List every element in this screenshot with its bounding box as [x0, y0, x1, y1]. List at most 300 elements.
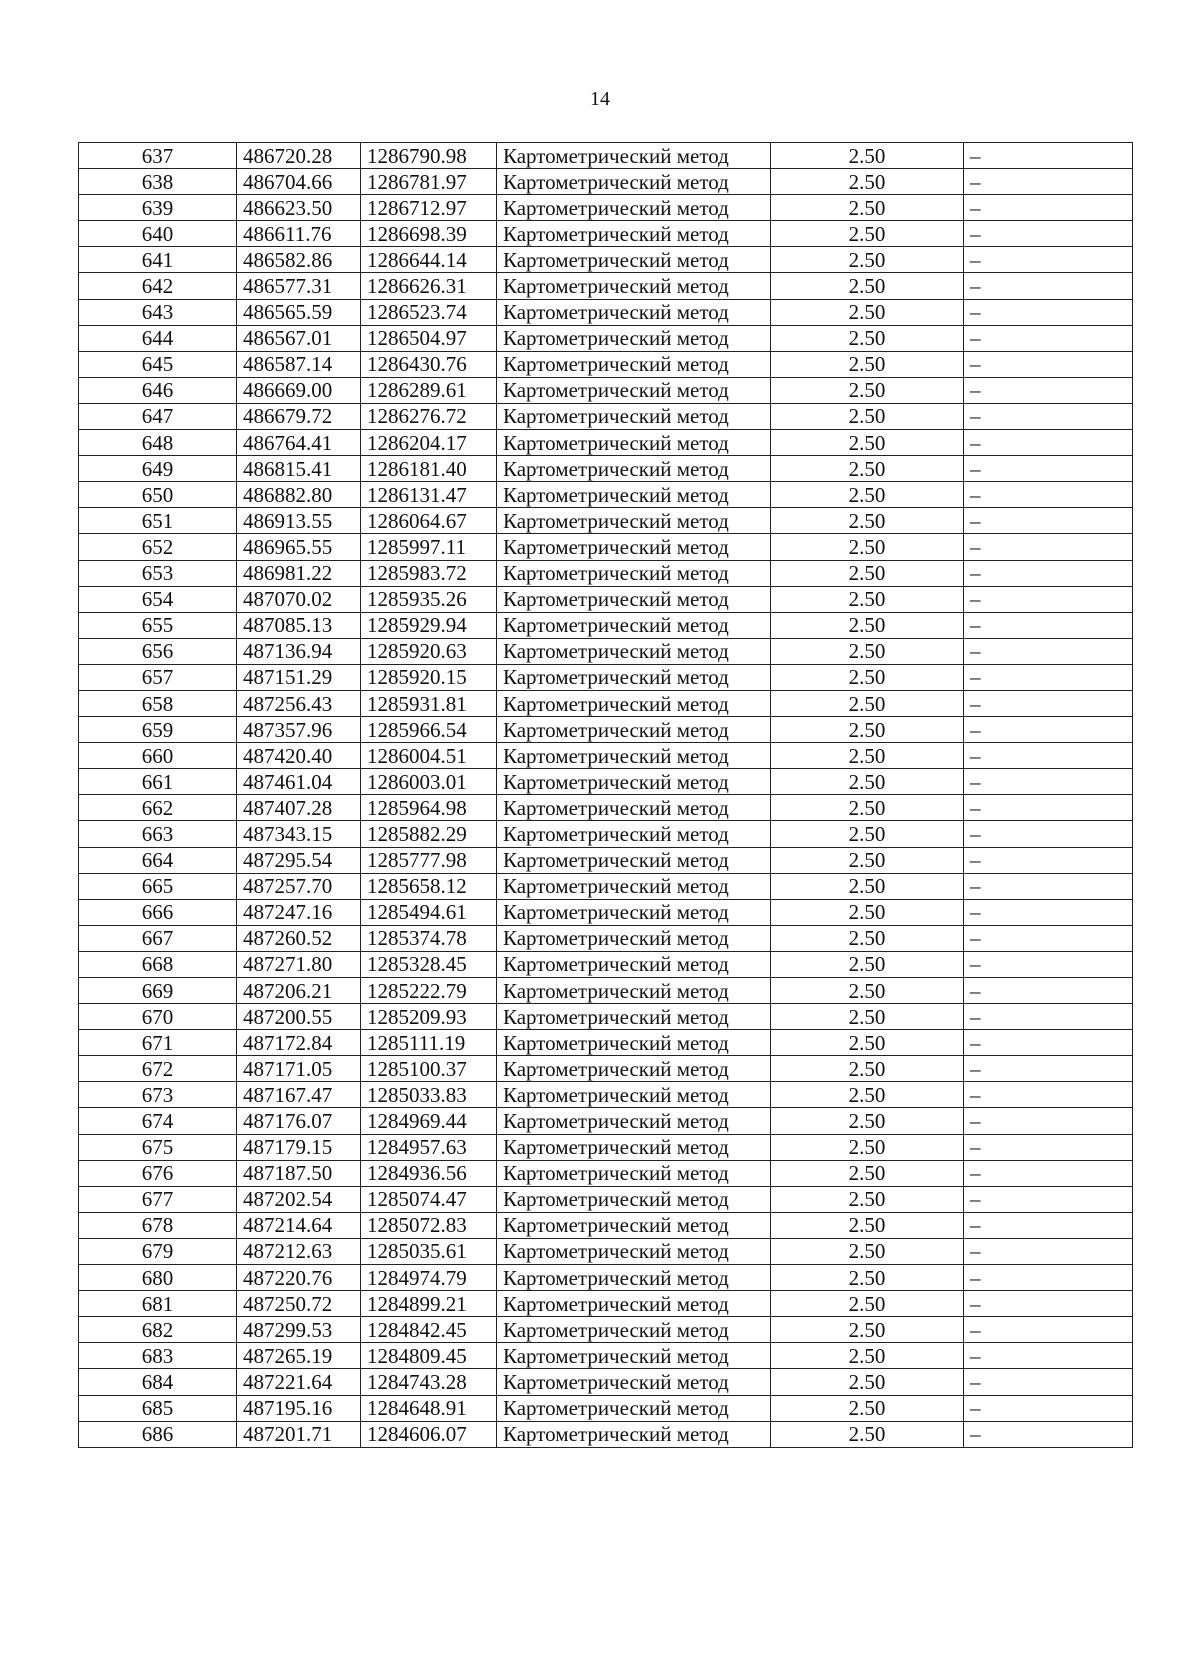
method-cell: Картометрический метод — [497, 1030, 771, 1056]
method-cell: Картометрический метод — [497, 1343, 771, 1369]
x-coordinate-cell: 486764.41 — [237, 430, 361, 456]
method-cell: Картометрический метод — [497, 377, 771, 403]
x-coordinate-cell: 486720.28 — [237, 143, 361, 169]
point-number-cell: 643 — [79, 299, 237, 325]
x-coordinate-cell: 487256.43 — [237, 690, 361, 716]
method-cell: Картометрический метод — [497, 1238, 771, 1264]
note-cell: – — [964, 586, 1133, 612]
point-number-cell: 677 — [79, 1186, 237, 1212]
y-coordinate-cell: 1285920.63 — [361, 638, 497, 664]
x-coordinate-cell: 486611.76 — [237, 221, 361, 247]
method-cell: Картометрический метод — [497, 221, 771, 247]
y-coordinate-cell: 1285222.79 — [361, 978, 497, 1004]
accuracy-cell: 2.50 — [771, 403, 964, 429]
note-cell: – — [964, 743, 1133, 769]
method-cell: Картометрический метод — [497, 873, 771, 899]
accuracy-cell: 2.50 — [771, 1004, 964, 1030]
note-cell: – — [964, 847, 1133, 873]
note-cell: – — [964, 1317, 1133, 1343]
accuracy-cell: 2.50 — [771, 873, 964, 899]
point-number-cell: 642 — [79, 273, 237, 299]
x-coordinate-cell: 486679.72 — [237, 403, 361, 429]
y-coordinate-cell: 1286004.51 — [361, 743, 497, 769]
note-cell: – — [964, 925, 1133, 951]
x-coordinate-cell: 487295.54 — [237, 847, 361, 873]
table-row — [79, 1004, 1133, 1030]
note-cell: – — [964, 1186, 1133, 1212]
accuracy-cell: 2.50 — [771, 743, 964, 769]
point-number-cell: 682 — [79, 1317, 237, 1343]
x-coordinate-cell: 487357.96 — [237, 717, 361, 743]
y-coordinate-cell: 1285658.12 — [361, 873, 497, 899]
table-row — [79, 430, 1133, 456]
table-row — [79, 1108, 1133, 1134]
x-coordinate-cell: 486704.66 — [237, 169, 361, 195]
point-number-cell: 647 — [79, 403, 237, 429]
x-coordinate-cell: 486815.41 — [237, 456, 361, 482]
x-coordinate-cell: 487200.55 — [237, 1004, 361, 1030]
accuracy-cell: 2.50 — [771, 821, 964, 847]
method-cell: Картометрический метод — [497, 1108, 771, 1134]
x-coordinate-cell: 486882.80 — [237, 482, 361, 508]
y-coordinate-cell: 1284969.44 — [361, 1108, 497, 1134]
note-cell: – — [964, 769, 1133, 795]
method-cell: Картометрический метод — [497, 1212, 771, 1238]
accuracy-cell: 2.50 — [771, 508, 964, 534]
x-coordinate-cell: 487195.16 — [237, 1395, 361, 1421]
x-coordinate-cell: 487299.53 — [237, 1317, 361, 1343]
point-number-cell: 666 — [79, 899, 237, 925]
accuracy-cell: 2.50 — [771, 456, 964, 482]
x-coordinate-cell: 487206.21 — [237, 978, 361, 1004]
x-coordinate-cell: 487343.15 — [237, 821, 361, 847]
method-cell: Картометрический метод — [497, 143, 771, 169]
accuracy-cell: 2.50 — [771, 1212, 964, 1238]
accuracy-cell: 2.50 — [771, 978, 964, 1004]
note-cell: – — [964, 1004, 1133, 1030]
point-number-cell: 638 — [79, 169, 237, 195]
x-coordinate-cell: 487176.07 — [237, 1108, 361, 1134]
table-row — [79, 221, 1133, 247]
y-coordinate-cell: 1285374.78 — [361, 925, 497, 951]
note-cell: – — [964, 1395, 1133, 1421]
accuracy-cell: 2.50 — [771, 1395, 964, 1421]
accuracy-cell: 2.50 — [771, 299, 964, 325]
method-cell: Картометрический метод — [497, 1317, 771, 1343]
x-coordinate-cell: 486577.31 — [237, 273, 361, 299]
accuracy-cell: 2.50 — [771, 586, 964, 612]
table-row — [79, 899, 1133, 925]
y-coordinate-cell: 1286781.97 — [361, 169, 497, 195]
point-number-cell: 670 — [79, 1004, 237, 1030]
y-coordinate-cell: 1286181.40 — [361, 456, 497, 482]
y-coordinate-cell: 1286131.47 — [361, 482, 497, 508]
x-coordinate-cell: 486623.50 — [237, 195, 361, 221]
table-row — [79, 1265, 1133, 1291]
point-number-cell: 667 — [79, 925, 237, 951]
x-coordinate-cell: 487214.64 — [237, 1212, 361, 1238]
y-coordinate-cell: 1285035.61 — [361, 1238, 497, 1264]
table-row — [79, 534, 1133, 560]
point-number-cell: 662 — [79, 795, 237, 821]
table-row — [79, 560, 1133, 586]
x-coordinate-cell: 487172.84 — [237, 1030, 361, 1056]
table-row — [79, 299, 1133, 325]
table-row — [79, 1186, 1133, 1212]
y-coordinate-cell: 1286204.17 — [361, 430, 497, 456]
method-cell: Картометрический метод — [497, 508, 771, 534]
accuracy-cell: 2.50 — [771, 638, 964, 664]
method-cell: Картометрический метод — [497, 925, 771, 951]
y-coordinate-cell: 1284936.56 — [361, 1160, 497, 1186]
table-row — [79, 1134, 1133, 1160]
point-number-cell: 675 — [79, 1134, 237, 1160]
method-cell: Картометрический метод — [497, 1369, 771, 1395]
y-coordinate-cell: 1285074.47 — [361, 1186, 497, 1212]
note-cell: – — [964, 717, 1133, 743]
y-coordinate-cell: 1286504.97 — [361, 325, 497, 351]
table-row — [79, 1317, 1133, 1343]
method-cell: Картометрический метод — [497, 638, 771, 664]
table-row — [79, 482, 1133, 508]
point-number-cell: 684 — [79, 1369, 237, 1395]
method-cell: Картометрический метод — [497, 978, 771, 1004]
method-cell: Картометрический метод — [497, 1291, 771, 1317]
point-number-cell: 672 — [79, 1056, 237, 1082]
y-coordinate-cell: 1285983.72 — [361, 560, 497, 586]
note-cell: – — [964, 169, 1133, 195]
table-row — [79, 638, 1133, 664]
x-coordinate-cell: 487265.19 — [237, 1343, 361, 1369]
method-cell: Картометрический метод — [497, 847, 771, 873]
note-cell: – — [964, 1212, 1133, 1238]
accuracy-cell: 2.50 — [771, 247, 964, 273]
note-cell: – — [964, 247, 1133, 273]
table-row — [79, 403, 1133, 429]
accuracy-cell: 2.50 — [771, 1160, 964, 1186]
method-cell: Картометрический метод — [497, 951, 771, 977]
x-coordinate-cell: 486913.55 — [237, 508, 361, 534]
table-row — [79, 1160, 1133, 1186]
point-number-cell: 654 — [79, 586, 237, 612]
note-cell: – — [964, 195, 1133, 221]
y-coordinate-cell: 1285935.26 — [361, 586, 497, 612]
accuracy-cell: 2.50 — [771, 1082, 964, 1108]
x-coordinate-cell: 487257.70 — [237, 873, 361, 899]
y-coordinate-cell: 1286790.98 — [361, 143, 497, 169]
note-cell: – — [964, 1108, 1133, 1134]
y-coordinate-cell: 1285072.83 — [361, 1212, 497, 1238]
x-coordinate-cell: 486567.01 — [237, 325, 361, 351]
x-coordinate-cell: 486565.59 — [237, 299, 361, 325]
y-coordinate-cell: 1286430.76 — [361, 351, 497, 377]
table-row — [79, 951, 1133, 977]
point-number-cell: 641 — [79, 247, 237, 273]
note-cell: – — [964, 351, 1133, 377]
table-row — [79, 143, 1133, 169]
table-row — [79, 1212, 1133, 1238]
method-cell: Картометрический метод — [497, 743, 771, 769]
y-coordinate-cell: 1284957.63 — [361, 1134, 497, 1160]
point-number-cell: 673 — [79, 1082, 237, 1108]
table-row — [79, 1369, 1133, 1395]
y-coordinate-cell: 1285033.83 — [361, 1082, 497, 1108]
note-cell: – — [964, 1082, 1133, 1108]
accuracy-cell: 2.50 — [771, 221, 964, 247]
note-cell: – — [964, 377, 1133, 403]
page-number: 14 — [590, 88, 610, 110]
point-number-cell: 655 — [79, 612, 237, 638]
point-number-cell: 686 — [79, 1421, 237, 1447]
table-row — [79, 612, 1133, 638]
point-number-cell: 645 — [79, 351, 237, 377]
accuracy-cell: 2.50 — [771, 899, 964, 925]
x-coordinate-cell: 487247.16 — [237, 899, 361, 925]
y-coordinate-cell: 1286523.74 — [361, 299, 497, 325]
accuracy-cell: 2.50 — [771, 1134, 964, 1160]
point-number-cell: 664 — [79, 847, 237, 873]
method-cell: Картометрический метод — [497, 534, 771, 560]
y-coordinate-cell: 1285929.94 — [361, 612, 497, 638]
note-cell: – — [964, 638, 1133, 664]
accuracy-cell: 2.50 — [771, 1056, 964, 1082]
method-cell: Картометрический метод — [497, 351, 771, 377]
point-number-cell: 679 — [79, 1238, 237, 1264]
note-cell: – — [964, 1056, 1133, 1082]
y-coordinate-cell: 1285209.93 — [361, 1004, 497, 1030]
note-cell: – — [964, 221, 1133, 247]
note-cell: – — [964, 143, 1133, 169]
accuracy-cell: 2.50 — [771, 430, 964, 456]
x-coordinate-cell: 486981.22 — [237, 560, 361, 586]
x-coordinate-cell: 486965.55 — [237, 534, 361, 560]
accuracy-cell: 2.50 — [771, 1030, 964, 1056]
accuracy-cell: 2.50 — [771, 1421, 964, 1447]
point-number-cell: 659 — [79, 717, 237, 743]
note-cell: – — [964, 795, 1133, 821]
y-coordinate-cell: 1286064.67 — [361, 508, 497, 534]
method-cell: Картометрический метод — [497, 1421, 771, 1447]
y-coordinate-cell: 1285966.54 — [361, 717, 497, 743]
y-coordinate-cell: 1286626.31 — [361, 273, 497, 299]
point-number-cell: 663 — [79, 821, 237, 847]
point-number-cell: 644 — [79, 325, 237, 351]
accuracy-cell: 2.50 — [771, 377, 964, 403]
accuracy-cell: 2.50 — [771, 847, 964, 873]
method-cell: Картометрический метод — [497, 1056, 771, 1082]
x-coordinate-cell: 487202.54 — [237, 1186, 361, 1212]
method-cell: Картометрический метод — [497, 1082, 771, 1108]
point-number-cell: 671 — [79, 1030, 237, 1056]
x-coordinate-cell: 487260.52 — [237, 925, 361, 951]
x-coordinate-cell: 487201.71 — [237, 1421, 361, 1447]
point-number-cell: 652 — [79, 534, 237, 560]
accuracy-cell: 2.50 — [771, 690, 964, 716]
x-coordinate-cell: 487136.94 — [237, 638, 361, 664]
point-number-cell: 649 — [79, 456, 237, 482]
method-cell: Картометрический метод — [497, 1134, 771, 1160]
method-cell: Картометрический метод — [497, 169, 771, 195]
y-coordinate-cell: 1285997.11 — [361, 534, 497, 560]
note-cell: – — [964, 1369, 1133, 1395]
accuracy-cell: 2.50 — [771, 925, 964, 951]
point-number-cell: 650 — [79, 482, 237, 508]
table-row — [79, 1421, 1133, 1447]
x-coordinate-cell: 487179.15 — [237, 1134, 361, 1160]
point-number-cell: 683 — [79, 1343, 237, 1369]
method-cell: Картометрический метод — [497, 195, 771, 221]
accuracy-cell: 2.50 — [771, 1369, 964, 1395]
y-coordinate-cell: 1285882.29 — [361, 821, 497, 847]
note-cell: – — [964, 403, 1133, 429]
accuracy-cell: 2.50 — [771, 560, 964, 586]
x-coordinate-cell: 487220.76 — [237, 1265, 361, 1291]
y-coordinate-cell: 1285964.98 — [361, 795, 497, 821]
y-coordinate-cell: 1286712.97 — [361, 195, 497, 221]
y-coordinate-cell: 1285328.45 — [361, 951, 497, 977]
x-coordinate-cell: 487461.04 — [237, 769, 361, 795]
table-row — [79, 873, 1133, 899]
method-cell: Картометрический метод — [497, 325, 771, 351]
point-number-cell: 674 — [79, 1108, 237, 1134]
note-cell: – — [964, 1343, 1133, 1369]
note-cell: – — [964, 1134, 1133, 1160]
accuracy-cell: 2.50 — [771, 1343, 964, 1369]
note-cell: – — [964, 325, 1133, 351]
accuracy-cell: 2.50 — [771, 273, 964, 299]
note-cell: – — [964, 534, 1133, 560]
note-cell: – — [964, 978, 1133, 1004]
method-cell: Картометрический метод — [497, 456, 771, 482]
table-row — [79, 769, 1133, 795]
method-cell: Картометрический метод — [497, 586, 771, 612]
y-coordinate-cell: 1284743.28 — [361, 1369, 497, 1395]
note-cell: – — [964, 821, 1133, 847]
x-coordinate-cell: 487187.50 — [237, 1160, 361, 1186]
accuracy-cell: 2.50 — [771, 795, 964, 821]
y-coordinate-cell: 1286644.14 — [361, 247, 497, 273]
x-coordinate-cell: 487085.13 — [237, 612, 361, 638]
x-coordinate-cell: 487271.80 — [237, 951, 361, 977]
table-row — [79, 195, 1133, 221]
y-coordinate-cell: 1286289.61 — [361, 377, 497, 403]
table-row — [79, 586, 1133, 612]
point-number-cell: 661 — [79, 769, 237, 795]
point-number-cell: 660 — [79, 743, 237, 769]
accuracy-cell: 2.50 — [771, 325, 964, 351]
accuracy-cell: 2.50 — [771, 612, 964, 638]
point-number-cell: 639 — [79, 195, 237, 221]
point-number-cell: 656 — [79, 638, 237, 664]
method-cell: Картометрический метод — [497, 899, 771, 925]
coordinates-table-body — [79, 143, 1133, 1448]
point-number-cell: 669 — [79, 978, 237, 1004]
point-number-cell: 657 — [79, 664, 237, 690]
accuracy-cell: 2.50 — [771, 1108, 964, 1134]
method-cell: Картометрический метод — [497, 273, 771, 299]
method-cell: Картометрический метод — [497, 560, 771, 586]
table-row — [79, 1343, 1133, 1369]
accuracy-cell: 2.50 — [771, 769, 964, 795]
note-cell: – — [964, 1160, 1133, 1186]
table-row — [79, 456, 1133, 482]
point-number-cell: 681 — [79, 1291, 237, 1317]
accuracy-cell: 2.50 — [771, 143, 964, 169]
method-cell: Картометрический метод — [497, 247, 771, 273]
point-number-cell: 637 — [79, 143, 237, 169]
table-row — [79, 847, 1133, 873]
accuracy-cell: 2.50 — [771, 1291, 964, 1317]
note-cell: – — [964, 951, 1133, 977]
note-cell: – — [964, 1238, 1133, 1264]
note-cell: – — [964, 1265, 1133, 1291]
y-coordinate-cell: 1284809.45 — [361, 1343, 497, 1369]
method-cell: Картометрический метод — [497, 690, 771, 716]
table-row — [79, 1056, 1133, 1082]
method-cell: Картометрический метод — [497, 1160, 771, 1186]
note-cell: – — [964, 508, 1133, 534]
x-coordinate-cell: 486582.86 — [237, 247, 361, 273]
x-coordinate-cell: 487167.47 — [237, 1082, 361, 1108]
note-cell: – — [964, 873, 1133, 899]
point-number-cell: 658 — [79, 690, 237, 716]
x-coordinate-cell: 487420.40 — [237, 743, 361, 769]
table-row — [79, 377, 1133, 403]
method-cell: Картометрический метод — [497, 1186, 771, 1212]
accuracy-cell: 2.50 — [771, 664, 964, 690]
table-row — [79, 1291, 1133, 1317]
y-coordinate-cell: 1285111.19 — [361, 1030, 497, 1056]
table-row — [79, 1238, 1133, 1264]
point-number-cell: 668 — [79, 951, 237, 977]
accuracy-cell: 2.50 — [771, 951, 964, 977]
x-coordinate-cell: 486669.00 — [237, 377, 361, 403]
method-cell: Картометрический метод — [497, 403, 771, 429]
y-coordinate-cell: 1285931.81 — [361, 690, 497, 716]
y-coordinate-cell: 1286003.01 — [361, 769, 497, 795]
point-number-cell: 640 — [79, 221, 237, 247]
table-row — [79, 169, 1133, 195]
table-row — [79, 351, 1133, 377]
table-row — [79, 247, 1133, 273]
method-cell: Картометрический метод — [497, 430, 771, 456]
accuracy-cell: 2.50 — [771, 1186, 964, 1212]
note-cell: – — [964, 612, 1133, 638]
table-row — [79, 1030, 1133, 1056]
method-cell: Картометрический метод — [497, 769, 771, 795]
coordinates-table — [78, 142, 1133, 1448]
accuracy-cell: 2.50 — [771, 534, 964, 560]
x-coordinate-cell: 487171.05 — [237, 1056, 361, 1082]
note-cell: – — [964, 1291, 1133, 1317]
note-cell: – — [964, 299, 1133, 325]
method-cell: Картометрический метод — [497, 795, 771, 821]
table-row — [79, 325, 1133, 351]
method-cell: Картометрический метод — [497, 1395, 771, 1421]
note-cell: – — [964, 899, 1133, 925]
table-row — [79, 273, 1133, 299]
note-cell: – — [964, 664, 1133, 690]
point-number-cell: 653 — [79, 560, 237, 586]
y-coordinate-cell: 1284606.07 — [361, 1421, 497, 1447]
note-cell: – — [964, 482, 1133, 508]
y-coordinate-cell: 1286698.39 — [361, 221, 497, 247]
point-number-cell: 685 — [79, 1395, 237, 1421]
x-coordinate-cell: 487212.63 — [237, 1238, 361, 1264]
table-row — [79, 978, 1133, 1004]
method-cell: Картометрический метод — [497, 821, 771, 847]
table-row — [79, 795, 1133, 821]
